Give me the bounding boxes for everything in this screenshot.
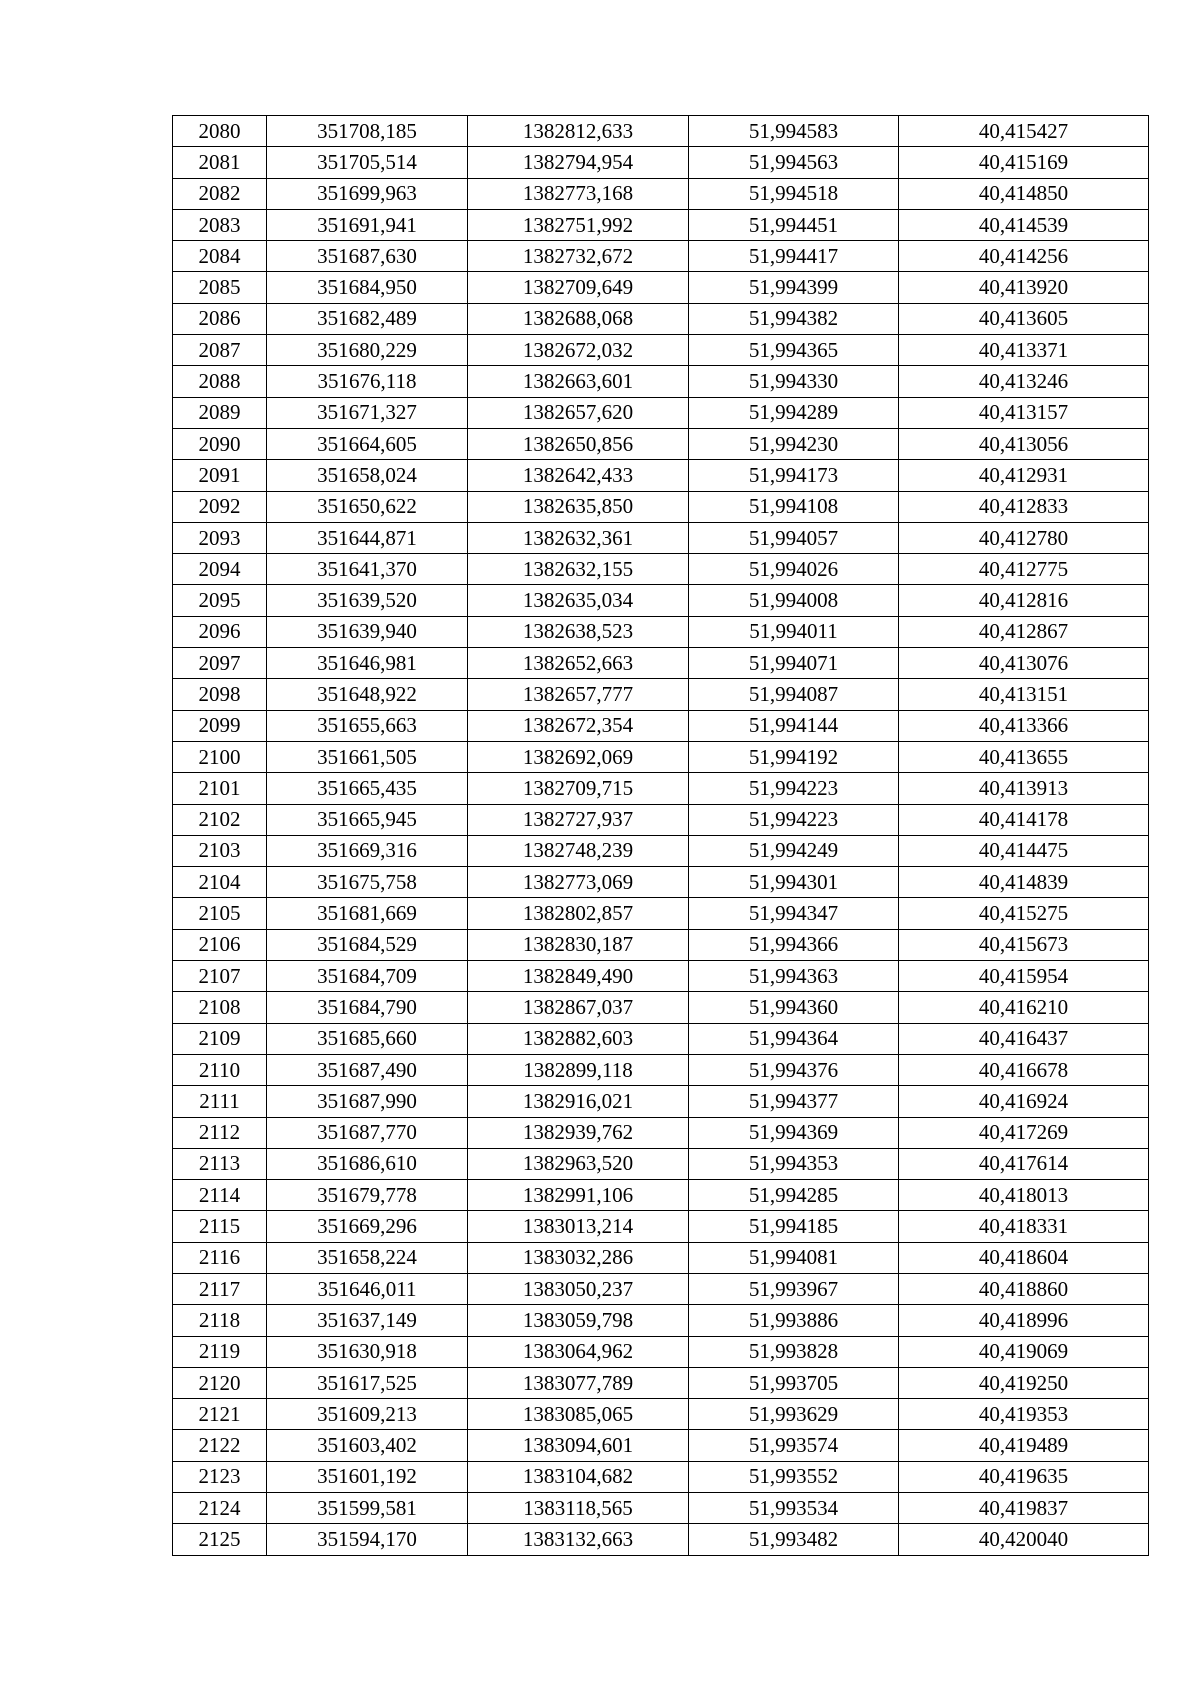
latitude-cell: 51,994364 (689, 1023, 899, 1054)
latitude-cell: 51,994249 (689, 835, 899, 866)
longitude-cell: 40,414539 (899, 209, 1149, 240)
y-coordinate-cell: 1382692,069 (468, 741, 689, 772)
y-coordinate-cell: 1382916,021 (468, 1086, 689, 1117)
longitude-cell: 40,414839 (899, 867, 1149, 898)
y-coordinate-cell: 1382709,649 (468, 272, 689, 303)
point-number-cell: 2099 (173, 710, 267, 741)
table-row (173, 178, 1149, 209)
x-coordinate-cell: 351687,490 (267, 1054, 468, 1085)
latitude-cell: 51,994230 (689, 428, 899, 459)
latitude-cell: 51,994399 (689, 272, 899, 303)
longitude-cell: 40,412867 (899, 616, 1149, 647)
y-coordinate-cell: 1382882,603 (468, 1023, 689, 1054)
longitude-cell: 40,415427 (899, 116, 1149, 147)
latitude-cell: 51,993534 (689, 1493, 899, 1524)
x-coordinate-cell: 351655,663 (267, 710, 468, 741)
latitude-cell: 51,994353 (689, 1148, 899, 1179)
y-coordinate-cell: 1382751,992 (468, 209, 689, 240)
table-row (173, 1180, 1149, 1211)
y-coordinate-cell: 1382642,433 (468, 460, 689, 491)
y-coordinate-cell: 1382727,937 (468, 804, 689, 835)
point-number-cell: 2121 (173, 1399, 267, 1430)
table-row (173, 1461, 1149, 1492)
latitude-cell: 51,993629 (689, 1399, 899, 1430)
longitude-cell: 40,418860 (899, 1273, 1149, 1304)
latitude-cell: 51,994011 (689, 616, 899, 647)
latitude-cell: 51,994376 (689, 1054, 899, 1085)
x-coordinate-cell: 351664,605 (267, 428, 468, 459)
longitude-cell: 40,415169 (899, 147, 1149, 178)
latitude-cell: 51,993828 (689, 1336, 899, 1367)
longitude-cell: 40,413366 (899, 710, 1149, 741)
longitude-cell: 40,415275 (899, 898, 1149, 929)
y-coordinate-cell: 1382812,633 (468, 116, 689, 147)
y-coordinate-cell: 1382657,620 (468, 397, 689, 428)
point-number-cell: 2081 (173, 147, 267, 178)
longitude-cell: 40,416924 (899, 1086, 1149, 1117)
table-row (173, 1430, 1149, 1461)
latitude-cell: 51,994563 (689, 147, 899, 178)
latitude-cell: 51,994301 (689, 867, 899, 898)
point-number-cell: 2097 (173, 648, 267, 679)
y-coordinate-cell: 1382672,354 (468, 710, 689, 741)
latitude-cell: 51,993482 (689, 1524, 899, 1555)
longitude-cell: 40,416437 (899, 1023, 1149, 1054)
point-number-cell: 2089 (173, 397, 267, 428)
longitude-cell: 40,415673 (899, 929, 1149, 960)
y-coordinate-cell: 1383077,789 (468, 1367, 689, 1398)
longitude-cell: 40,413371 (899, 335, 1149, 366)
longitude-cell: 40,419635 (899, 1461, 1149, 1492)
longitude-cell: 40,412816 (899, 585, 1149, 616)
latitude-cell: 51,994081 (689, 1242, 899, 1273)
point-number-cell: 2083 (173, 209, 267, 240)
longitude-cell: 40,420040 (899, 1524, 1149, 1555)
latitude-cell: 51,993705 (689, 1367, 899, 1398)
longitude-cell: 40,413913 (899, 773, 1149, 804)
x-coordinate-cell: 351644,871 (267, 522, 468, 553)
x-coordinate-cell: 351609,213 (267, 1399, 468, 1430)
y-coordinate-cell: 1383118,565 (468, 1493, 689, 1524)
point-number-cell: 2086 (173, 303, 267, 334)
table-row (173, 616, 1149, 647)
longitude-cell: 40,415954 (899, 961, 1149, 992)
x-coordinate-cell: 351641,370 (267, 554, 468, 585)
latitude-cell: 51,994369 (689, 1117, 899, 1148)
latitude-cell: 51,994377 (689, 1086, 899, 1117)
x-coordinate-cell: 351637,149 (267, 1305, 468, 1336)
table-row (173, 303, 1149, 334)
x-coordinate-cell: 351680,229 (267, 335, 468, 366)
x-coordinate-cell: 351639,940 (267, 616, 468, 647)
table-row (173, 1148, 1149, 1179)
point-number-cell: 2080 (173, 116, 267, 147)
point-number-cell: 2122 (173, 1430, 267, 1461)
table-row (173, 804, 1149, 835)
table-row (173, 1493, 1149, 1524)
y-coordinate-cell: 1382663,601 (468, 366, 689, 397)
longitude-cell: 40,413246 (899, 366, 1149, 397)
longitude-cell: 40,417614 (899, 1148, 1149, 1179)
point-number-cell: 2091 (173, 460, 267, 491)
y-coordinate-cell: 1382635,850 (468, 491, 689, 522)
x-coordinate-cell: 351648,922 (267, 679, 468, 710)
x-coordinate-cell: 351603,402 (267, 1430, 468, 1461)
point-number-cell: 2082 (173, 178, 267, 209)
latitude-cell: 51,994144 (689, 710, 899, 741)
point-number-cell: 2095 (173, 585, 267, 616)
x-coordinate-cell: 351658,224 (267, 1242, 468, 1273)
y-coordinate-cell: 1382748,239 (468, 835, 689, 866)
latitude-cell: 51,994173 (689, 460, 899, 491)
longitude-cell: 40,418604 (899, 1242, 1149, 1273)
longitude-cell: 40,416678 (899, 1054, 1149, 1085)
y-coordinate-cell: 1382773,069 (468, 867, 689, 898)
y-coordinate-cell: 1382899,118 (468, 1054, 689, 1085)
x-coordinate-cell: 351594,170 (267, 1524, 468, 1555)
point-number-cell: 2088 (173, 366, 267, 397)
table-row (173, 1054, 1149, 1085)
latitude-cell: 51,993886 (689, 1305, 899, 1336)
y-coordinate-cell: 1383094,601 (468, 1430, 689, 1461)
x-coordinate-cell: 351684,709 (267, 961, 468, 992)
point-number-cell: 2108 (173, 992, 267, 1023)
table-row (173, 867, 1149, 898)
point-number-cell: 2120 (173, 1367, 267, 1398)
latitude-cell: 51,994365 (689, 335, 899, 366)
table-row (173, 1305, 1149, 1336)
x-coordinate-cell: 351705,514 (267, 147, 468, 178)
y-coordinate-cell: 1383064,962 (468, 1336, 689, 1367)
latitude-cell: 51,994289 (689, 397, 899, 428)
longitude-cell: 40,412780 (899, 522, 1149, 553)
point-number-cell: 2107 (173, 961, 267, 992)
point-number-cell: 2104 (173, 867, 267, 898)
latitude-cell: 51,994518 (689, 178, 899, 209)
point-number-cell: 2114 (173, 1180, 267, 1211)
x-coordinate-cell: 351646,981 (267, 648, 468, 679)
x-coordinate-cell: 351684,790 (267, 992, 468, 1023)
y-coordinate-cell: 1382688,068 (468, 303, 689, 334)
y-coordinate-cell: 1382794,954 (468, 147, 689, 178)
y-coordinate-cell: 1382991,106 (468, 1180, 689, 1211)
longitude-cell: 40,412833 (899, 491, 1149, 522)
table-row (173, 335, 1149, 366)
table-row (173, 522, 1149, 553)
point-number-cell: 2094 (173, 554, 267, 585)
point-number-cell: 2102 (173, 804, 267, 835)
x-coordinate-cell: 351708,185 (267, 116, 468, 147)
y-coordinate-cell: 1382732,672 (468, 241, 689, 272)
point-number-cell: 2115 (173, 1211, 267, 1242)
table-row (173, 1524, 1149, 1555)
x-coordinate-cell: 351691,941 (267, 209, 468, 240)
x-coordinate-cell: 351675,758 (267, 867, 468, 898)
latitude-cell: 51,994347 (689, 898, 899, 929)
table-row (173, 1273, 1149, 1304)
longitude-cell: 40,412775 (899, 554, 1149, 585)
table-row (173, 898, 1149, 929)
latitude-cell: 51,994192 (689, 741, 899, 772)
point-number-cell: 2124 (173, 1493, 267, 1524)
point-number-cell: 2118 (173, 1305, 267, 1336)
point-number-cell: 2092 (173, 491, 267, 522)
table-row (173, 147, 1149, 178)
x-coordinate-cell: 351669,296 (267, 1211, 468, 1242)
x-coordinate-cell: 351685,660 (267, 1023, 468, 1054)
point-number-cell: 2112 (173, 1117, 267, 1148)
latitude-cell: 51,994185 (689, 1211, 899, 1242)
latitude-cell: 51,994330 (689, 366, 899, 397)
table-row (173, 679, 1149, 710)
table-row (173, 116, 1149, 147)
y-coordinate-cell: 1382867,037 (468, 992, 689, 1023)
latitude-cell: 51,994223 (689, 804, 899, 835)
longitude-cell: 40,413076 (899, 648, 1149, 679)
point-number-cell: 2101 (173, 773, 267, 804)
point-number-cell: 2119 (173, 1336, 267, 1367)
longitude-cell: 40,413151 (899, 679, 1149, 710)
longitude-cell: 40,419489 (899, 1430, 1149, 1461)
longitude-cell: 40,419837 (899, 1493, 1149, 1524)
x-coordinate-cell: 351671,327 (267, 397, 468, 428)
table-row (173, 491, 1149, 522)
y-coordinate-cell: 1382849,490 (468, 961, 689, 992)
latitude-cell: 51,994382 (689, 303, 899, 334)
table-row (173, 929, 1149, 960)
x-coordinate-cell: 351665,435 (267, 773, 468, 804)
y-coordinate-cell: 1383013,214 (468, 1211, 689, 1242)
table-row (173, 1086, 1149, 1117)
latitude-cell: 51,994223 (689, 773, 899, 804)
longitude-cell: 40,417269 (899, 1117, 1149, 1148)
y-coordinate-cell: 1382650,856 (468, 428, 689, 459)
y-coordinate-cell: 1382939,762 (468, 1117, 689, 1148)
table-row (173, 554, 1149, 585)
y-coordinate-cell: 1382773,168 (468, 178, 689, 209)
point-number-cell: 2113 (173, 1148, 267, 1179)
latitude-cell: 51,994363 (689, 961, 899, 992)
y-coordinate-cell: 1382635,034 (468, 585, 689, 616)
y-coordinate-cell: 1382709,715 (468, 773, 689, 804)
y-coordinate-cell: 1382963,520 (468, 1148, 689, 1179)
longitude-cell: 40,419250 (899, 1367, 1149, 1398)
point-number-cell: 2098 (173, 679, 267, 710)
latitude-cell: 51,994026 (689, 554, 899, 585)
longitude-cell: 40,414850 (899, 178, 1149, 209)
point-number-cell: 2110 (173, 1054, 267, 1085)
x-coordinate-cell: 351687,990 (267, 1086, 468, 1117)
table-row (173, 961, 1149, 992)
table-row (173, 209, 1149, 240)
latitude-cell: 51,994360 (689, 992, 899, 1023)
x-coordinate-cell: 351661,505 (267, 741, 468, 772)
longitude-cell: 40,414475 (899, 835, 1149, 866)
table-row (173, 428, 1149, 459)
point-number-cell: 2117 (173, 1273, 267, 1304)
longitude-cell: 40,412931 (899, 460, 1149, 491)
table-row (173, 460, 1149, 491)
x-coordinate-cell: 351684,950 (267, 272, 468, 303)
y-coordinate-cell: 1383085,065 (468, 1399, 689, 1430)
y-coordinate-cell: 1382830,187 (468, 929, 689, 960)
y-coordinate-cell: 1382802,857 (468, 898, 689, 929)
y-coordinate-cell: 1382632,361 (468, 522, 689, 553)
point-number-cell: 2087 (173, 335, 267, 366)
latitude-cell: 51,994071 (689, 648, 899, 679)
x-coordinate-cell: 351682,489 (267, 303, 468, 334)
latitude-cell: 51,993574 (689, 1430, 899, 1461)
x-coordinate-cell: 351617,525 (267, 1367, 468, 1398)
y-coordinate-cell: 1382672,032 (468, 335, 689, 366)
y-coordinate-cell: 1383032,286 (468, 1242, 689, 1273)
longitude-cell: 40,413056 (899, 428, 1149, 459)
y-coordinate-cell: 1383059,798 (468, 1305, 689, 1336)
x-coordinate-cell: 351650,622 (267, 491, 468, 522)
point-number-cell: 2109 (173, 1023, 267, 1054)
point-number-cell: 2093 (173, 522, 267, 553)
x-coordinate-cell: 351646,011 (267, 1273, 468, 1304)
point-number-cell: 2125 (173, 1524, 267, 1555)
latitude-cell: 51,993967 (689, 1273, 899, 1304)
longitude-cell: 40,418996 (899, 1305, 1149, 1336)
x-coordinate-cell: 351630,918 (267, 1336, 468, 1367)
x-coordinate-cell: 351665,945 (267, 804, 468, 835)
longitude-cell: 40,416210 (899, 992, 1149, 1023)
table-row (173, 585, 1149, 616)
point-number-cell: 2103 (173, 835, 267, 866)
table-row (173, 1117, 1149, 1148)
longitude-cell: 40,413920 (899, 272, 1149, 303)
table-row (173, 1023, 1149, 1054)
longitude-cell: 40,413655 (899, 741, 1149, 772)
x-coordinate-cell: 351639,520 (267, 585, 468, 616)
x-coordinate-cell: 351669,316 (267, 835, 468, 866)
longitude-cell: 40,419353 (899, 1399, 1149, 1430)
y-coordinate-cell: 1382652,663 (468, 648, 689, 679)
table-row (173, 1242, 1149, 1273)
point-number-cell: 2123 (173, 1461, 267, 1492)
latitude-cell: 51,994417 (689, 241, 899, 272)
table-row (173, 241, 1149, 272)
point-number-cell: 2106 (173, 929, 267, 960)
table-row (173, 1211, 1149, 1242)
latitude-cell: 51,994057 (689, 522, 899, 553)
x-coordinate-cell: 351699,963 (267, 178, 468, 209)
point-number-cell: 2084 (173, 241, 267, 272)
table-row (173, 992, 1149, 1023)
table-row (173, 366, 1149, 397)
table-row (173, 741, 1149, 772)
table-row (173, 1399, 1149, 1430)
point-number-cell: 2096 (173, 616, 267, 647)
y-coordinate-cell: 1382632,155 (468, 554, 689, 585)
latitude-cell: 51,994008 (689, 585, 899, 616)
longitude-cell: 40,414178 (899, 804, 1149, 835)
longitude-cell: 40,413157 (899, 397, 1149, 428)
point-number-cell: 2090 (173, 428, 267, 459)
longitude-cell: 40,419069 (899, 1336, 1149, 1367)
x-coordinate-cell: 351601,192 (267, 1461, 468, 1492)
x-coordinate-cell: 351599,581 (267, 1493, 468, 1524)
table-row (173, 710, 1149, 741)
y-coordinate-cell: 1382657,777 (468, 679, 689, 710)
point-number-cell: 2111 (173, 1086, 267, 1117)
y-coordinate-cell: 1382638,523 (468, 616, 689, 647)
table-row (173, 397, 1149, 428)
x-coordinate-cell: 351684,529 (267, 929, 468, 960)
point-number-cell: 2116 (173, 1242, 267, 1273)
point-number-cell: 2100 (173, 741, 267, 772)
table-row (173, 835, 1149, 866)
point-number-cell: 2085 (173, 272, 267, 303)
table-row (173, 1336, 1149, 1367)
latitude-cell: 51,993552 (689, 1461, 899, 1492)
latitude-cell: 51,994366 (689, 929, 899, 960)
x-coordinate-cell: 351687,770 (267, 1117, 468, 1148)
latitude-cell: 51,994451 (689, 209, 899, 240)
x-coordinate-cell: 351658,024 (267, 460, 468, 491)
latitude-cell: 51,994087 (689, 679, 899, 710)
point-number-cell: 2105 (173, 898, 267, 929)
coordinates-table-body (173, 116, 1149, 1556)
coordinates-table (172, 115, 1149, 1556)
latitude-cell: 51,994108 (689, 491, 899, 522)
x-coordinate-cell: 351679,778 (267, 1180, 468, 1211)
latitude-cell: 51,994285 (689, 1180, 899, 1211)
x-coordinate-cell: 351687,630 (267, 241, 468, 272)
table-row (173, 648, 1149, 679)
latitude-cell: 51,994583 (689, 116, 899, 147)
longitude-cell: 40,418013 (899, 1180, 1149, 1211)
table-row (173, 272, 1149, 303)
y-coordinate-cell: 1383132,663 (468, 1524, 689, 1555)
table-row (173, 773, 1149, 804)
x-coordinate-cell: 351681,669 (267, 898, 468, 929)
x-coordinate-cell: 351676,118 (267, 366, 468, 397)
longitude-cell: 40,414256 (899, 241, 1149, 272)
x-coordinate-cell: 351686,610 (267, 1148, 468, 1179)
longitude-cell: 40,418331 (899, 1211, 1149, 1242)
longitude-cell: 40,413605 (899, 303, 1149, 334)
table-row (173, 1367, 1149, 1398)
y-coordinate-cell: 1383104,682 (468, 1461, 689, 1492)
y-coordinate-cell: 1383050,237 (468, 1273, 689, 1304)
